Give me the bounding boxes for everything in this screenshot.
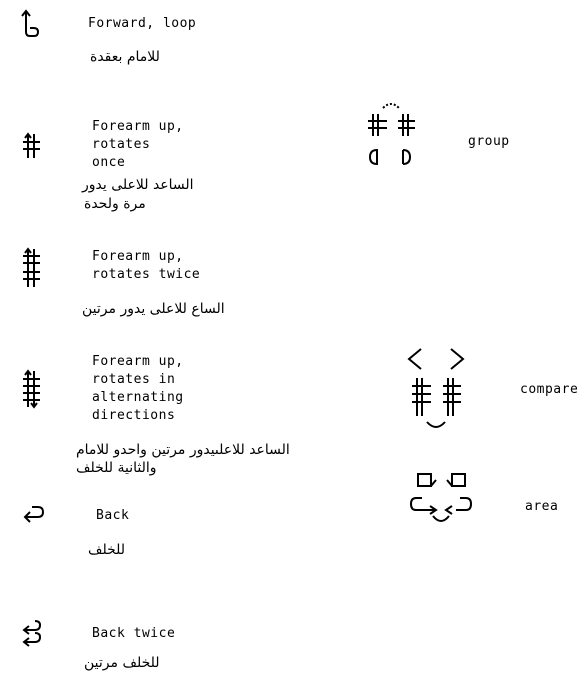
back-arrow-icon: [20, 503, 46, 525]
entry-back-twice-arabic: للخلف مرتين: [84, 655, 160, 671]
entry-alternating-arabic-line1: الساعد للاعلىيدور مرتين واحدو للامام: [76, 442, 290, 458]
forearm-up-rotate-once-icon: [20, 133, 42, 159]
compare-sign-icon: [403, 346, 469, 434]
group-label: group: [468, 134, 510, 149]
entry-rotate-twice-english: Forearm up, rotates twice: [92, 249, 201, 282]
entry-back-arabic: للخلف: [88, 542, 126, 558]
entry-forward-loop-arabic: للامام بعقدة: [90, 49, 160, 65]
compare-label: compare: [520, 382, 578, 397]
entry-rotate-once-english: Forearm up, rotates once: [92, 119, 184, 170]
entry-back-twice-english: Back twice: [92, 626, 176, 641]
back-twice-icon: [20, 618, 44, 648]
entry-forward-loop-english: Forward, loop: [88, 16, 197, 31]
forearm-up-rotate-twice-icon: [20, 248, 42, 288]
forward-loop-icon: [20, 8, 42, 38]
area-sign-icon: [408, 470, 478, 530]
entry-rotate-once-arabic-line2: مرة ولحدة: [84, 196, 146, 212]
entry-rotate-once-arabic-line1: الساعد للاعلى يدور: [82, 177, 194, 193]
group-sign-icon: [363, 100, 423, 170]
entry-rotate-twice-arabic: الساع للاعلى يدور مرتين: [82, 301, 225, 317]
area-label: area: [525, 499, 559, 514]
entry-alternating-english: Forearm up, rotates in alternating directions: [92, 354, 184, 423]
entry-back-english: Back: [96, 508, 130, 523]
forearm-up-alternating-icon: [20, 370, 42, 408]
entry-alternating-arabic-line2: والثانية للخلف: [76, 460, 157, 476]
